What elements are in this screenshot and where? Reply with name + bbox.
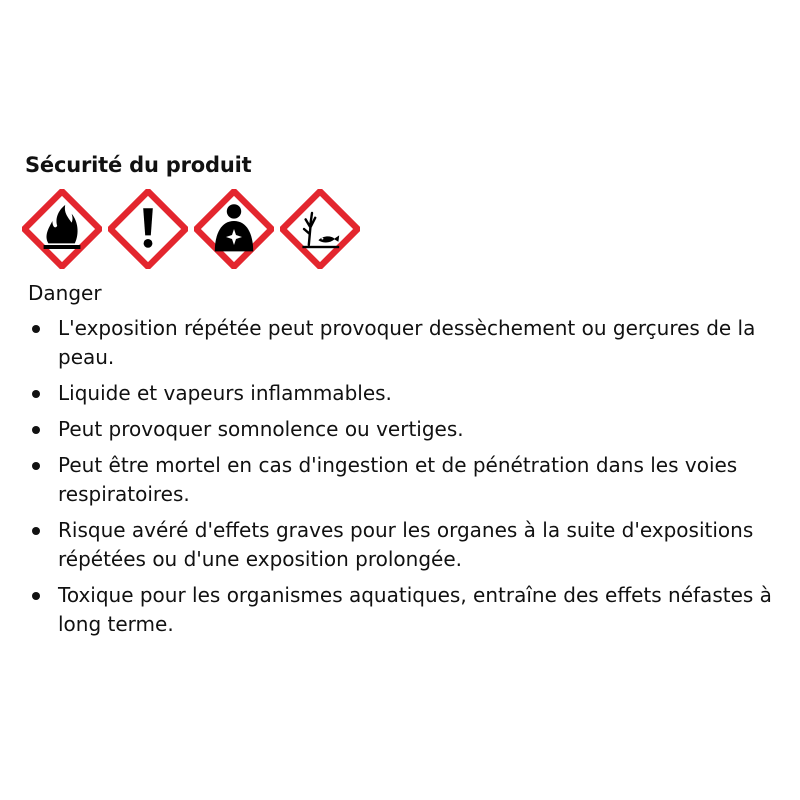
bullet-icon	[32, 426, 40, 434]
hazard-statement: Toxique pour les organismes aquatiques, entraîne des effets néfastes à long terme.	[58, 583, 772, 636]
list-item	[30, 516, 790, 574]
bullet-icon	[32, 462, 40, 470]
hazard-statement: Risque avéré d'effets graves pour les organes à la suite d'expositions répétées ou d'une exposition prolongée.	[58, 518, 754, 571]
list-item	[30, 451, 790, 509]
bullet-icon	[32, 325, 40, 333]
bullet-icon	[32, 390, 40, 398]
list-item	[30, 379, 790, 408]
hazard-statement-list	[30, 314, 790, 646]
signal-word: Danger	[28, 281, 102, 305]
list-item	[30, 415, 790, 444]
list-item	[30, 581, 790, 639]
environment-icon	[280, 189, 360, 269]
hazard-statement: L'exposition répétée peut provoquer dessèchement ou gerçures de la peau.	[58, 316, 756, 369]
flame-icon	[22, 189, 102, 269]
hazard-statement: Liquide et vapeurs inflammables.	[58, 381, 392, 405]
exclamation-mark-icon	[108, 189, 188, 269]
hazard-statement: Peut provoquer somnolence ou vertiges.	[58, 417, 464, 441]
health-hazard-icon	[194, 189, 274, 269]
bullet-icon	[32, 592, 40, 600]
hazard-pictograms	[22, 189, 360, 269]
list-item	[30, 314, 790, 372]
section-title: Sécurité du produit	[25, 153, 252, 177]
hazard-statement: Peut être mortel en cas d'ingestion et de pénétration dans les voies respiratoires.	[58, 453, 738, 506]
bullet-icon	[32, 527, 40, 535]
